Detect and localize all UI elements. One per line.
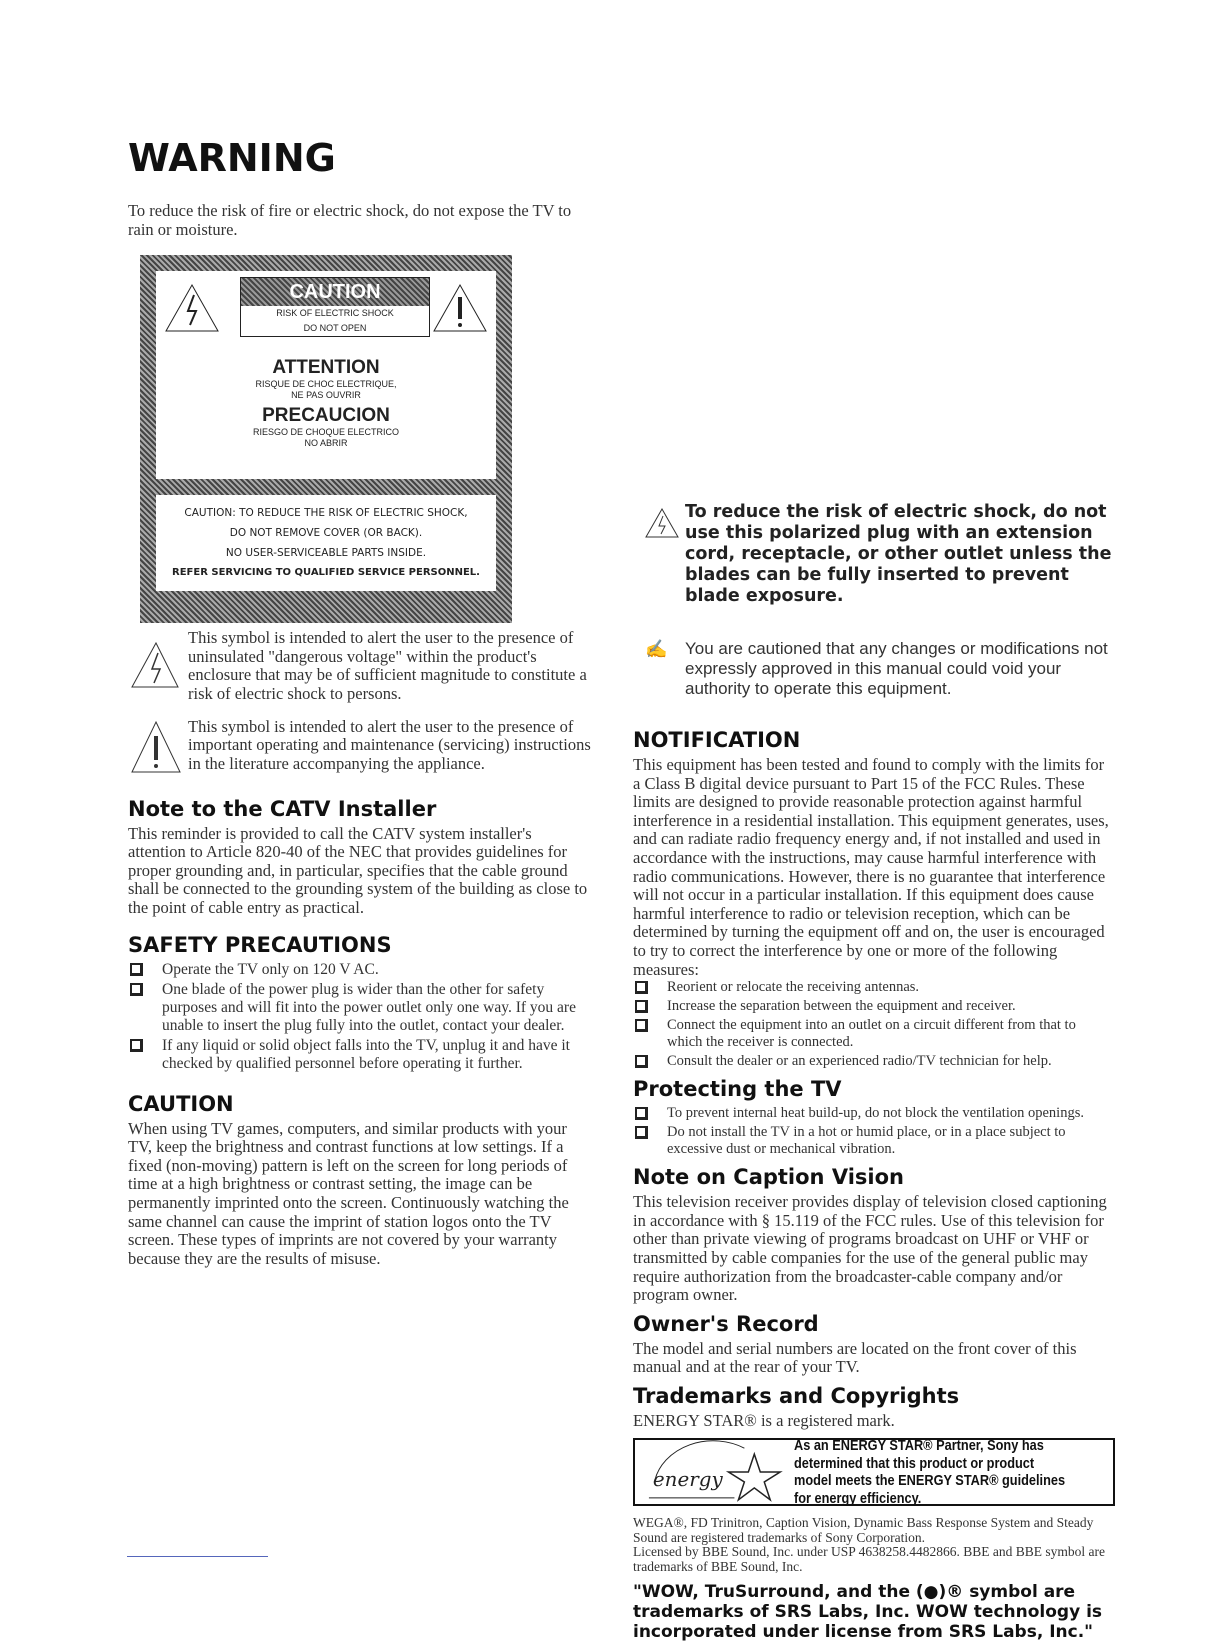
symbol1-description: This symbol is intended to alert the user to the presence of uninsulated "dangerous voltage" within the product's enclosure that may be of sufficient magnitude to constitute a risk of electric shock to persons. — [188, 628, 587, 703]
list-item-text: One blade of the power plug is wider than the other for safety purposes and will fit into the power outlet only one way. If you are unable to insert the plug fully into the outlet, contact your dealer. — [162, 980, 576, 1034]
list-item — [633, 1124, 1113, 1158]
right-column — [633, 502, 1113, 1642]
caution-line-2: DO NOT REMOVE COVER (OR BACK). — [229, 527, 423, 540]
catv-text: This reminder is provided to call the CATV system installer's attention to Article 820-40 of the NEC that provides guidelines for proper grounding and, in particular, specifies that the cable ground shall be connected to the grounding system of the building as close to the point of cable entry as practical. — [128, 823, 588, 917]
caution-label-graphic — [140, 255, 512, 623]
list-item-text: Do not install the TV in a hot or humid place, or in a place subject to excessive dust or mechanical vibration. — [667, 1124, 1066, 1158]
srs-trademarks: "WOW, TruSurround, and the (●)® symbol are trademarks of SRS Labs, Inc. WOW technology is incorporated under license from SRS Labs, Inc." — [633, 1582, 1103, 1642]
spanish-line-2: NO ABRIR — [304, 438, 348, 449]
checkbox-bullet-icon — [635, 1019, 648, 1032]
owners-record-text: The model and serial numbers are located on the front cover of this manual and at the rear of your TV. — [633, 1338, 1077, 1377]
energy-star-logo — [635, 1440, 794, 1504]
bbe-trademarks: Licensed by BBE Sound, Inc. under USP 4638258.4482866. BBE and BBE symbol are trademarks of BBE Sound, Inc. — [633, 1544, 1105, 1574]
checkbox-bullet-icon — [635, 1000, 648, 1013]
plug-warning — [645, 502, 1113, 607]
checkbox-bullet-icon — [130, 963, 143, 976]
pencil-note-icon: ✍ — [645, 639, 668, 659]
electric-shock-symbol-icon — [128, 629, 188, 693]
list-item-text: To prevent internal heat build-up, do not block the ventilation openings. — [667, 1105, 1084, 1122]
energy-line-2: determined that this product or product — [794, 1454, 1035, 1472]
svg-text:energy: energy — [652, 1468, 723, 1492]
risk-text: RISK OF ELECTRIC SHOCK — [276, 308, 394, 319]
page-title: WARNING — [128, 136, 336, 180]
owners-record-heading: Owner's Record — [633, 1311, 819, 1336]
notification-heading: NOTIFICATION — [633, 728, 801, 752]
list-item-text: Increase the separation between the equipment and receiver. — [667, 998, 1016, 1015]
modifications-text: You are cautioned that any changes or modifications not expressly approved in this manual could void your authority to operate this equipment. — [685, 639, 1108, 698]
french-line-2: NE PAS OUVRIR — [291, 390, 361, 401]
checkbox-bullet-icon — [130, 1039, 143, 1052]
list-item-text: Operate the TV only on 120 V AC. — [162, 960, 379, 978]
safety-list — [128, 961, 593, 1073]
list-item-text: If any liquid or solid object falls into the TV, unplug it and have it checked by qualified personnel before operating it further. — [162, 1036, 570, 1072]
safety-heading: SAFETY PRECAUTIONS — [128, 932, 392, 957]
catv-heading: Note to the CATV Installer — [128, 796, 437, 821]
list-item-text: Connect the equipment into an outlet on a circuit different from that to which the receiver is connected. — [667, 1017, 1076, 1051]
sony-trademarks: WEGA®, FD Trinitron, Caption Vision, Dynamic Bass Response System and Steady Sound are registered trademarks of Sony Corporation. — [633, 1515, 1094, 1545]
electric-shock-warning-icon — [164, 283, 220, 333]
caption-vision-text: This television receiver provides display of television closed captioning in accordance with § 15.119 of the FCC rules. Use of this television for other than private viewing of programs broadcast on UHF or VHF or transmitted by cable companies for the use of the general public may require authorization from the broadcaster-cable company and/or program owner. — [633, 1192, 1107, 1305]
energy-star-note: ENERGY STAR® is a registered mark. — [633, 1410, 895, 1430]
caution-line-1: CAUTION: TO REDUCE THE RISK OF ELECTRIC SHOCK, — [184, 507, 468, 520]
checkbox-bullet-icon — [635, 1126, 648, 1139]
list-item — [633, 1053, 1113, 1070]
precaucion-heading: PRECAUCION — [262, 405, 390, 427]
energy-line-1: As an ENERGY STAR® Partner, Sony has — [794, 1437, 1044, 1455]
modifications-note — [645, 639, 1113, 699]
intro-text: To reduce the risk of fire or electric shock, do not expose the TV to rain or moisture. — [128, 201, 572, 239]
left-column — [128, 136, 593, 1268]
list-item — [128, 981, 593, 1035]
caution-heading: CAUTION — [128, 1091, 234, 1116]
trademarks-heading: Trademarks and Copyrights — [633, 1383, 960, 1408]
electric-shock-icon — [645, 508, 679, 538]
caption-vision-heading: Note on Caption Vision — [633, 1165, 904, 1190]
protecting-heading: Protecting the TV — [633, 1077, 842, 1102]
list-item — [633, 1017, 1113, 1051]
checkbox-bullet-icon — [635, 1107, 648, 1120]
notification-list — [633, 979, 1113, 1070]
symbol2-description: This symbol is intended to alert the user to the presence of important operating and maintenance (servicing) instructions in the literature accompanying the appliance. — [188, 716, 591, 773]
caution-header: CAUTION — [241, 278, 429, 306]
spanish-line-1: RIESGO DE CHOQUE ELECTRICO — [252, 427, 400, 438]
french-line-1: RISQUE DE CHOC ELECTRIQUE, — [255, 379, 397, 390]
list-item-text: Consult the dealer or an experienced radio/TV technician for help. — [667, 1053, 1052, 1070]
exclamation-symbol-icon — [128, 718, 188, 782]
checkbox-bullet-icon — [635, 981, 648, 994]
energy-line-4: for energy efficiency. — [794, 1489, 922, 1507]
checkbox-bullet-icon — [635, 1055, 648, 1068]
list-item — [633, 1105, 1113, 1122]
list-item — [128, 961, 593, 979]
list-item — [633, 979, 1113, 996]
protecting-list — [633, 1105, 1113, 1158]
plug-warning-text: To reduce the risk of electric shock, do not use this polarized plug with an extension cord, receptacle, or other outlet unless the blades can be fully inserted to prevent blade exposure. — [685, 502, 1112, 606]
caution-line-4: REFER SERVICING TO QUALIFIED SERVICE PERSONNEL. — [172, 567, 480, 579]
list-item — [128, 1037, 593, 1073]
do-not-open-text: DO NOT OPEN — [303, 323, 367, 334]
caution-text: When using TV games, computers, and similar products with your TV, keep the brightness and contrast functions at low settings. If a fixed (non-moving) pattern is left on the screen for long periods of time at a high brightness or contrast setting, the image can be permanently imprinted onto the screen. Continuously watching the same channel can cause the imprint of station logos onto the TV screen. These types of imprints are not covered by your warranty because they are the results of misuse. — [128, 1118, 569, 1268]
energy-line-3: model meets the ENERGY STAR® guidelines — [794, 1472, 1066, 1490]
attention-heading: ATTENTION — [272, 357, 380, 379]
footer-divider — [127, 1556, 268, 1557]
list-item — [633, 998, 1113, 1015]
energy-star-box — [633, 1438, 1115, 1506]
exclamation-warning-icon — [432, 283, 488, 333]
notification-text: This equipment has been tested and found to comply with the limits for a Class B digital device pursuant to Part 15 of the FCC Rules. These limits are designed to provide reasonable protection against harmful interference in a residential installation. This equipment generates, uses, and can radiate radio frequency energy and, if not installed and used in accordance with the instructions, may cause harmful interference with radio communications. However, there is no guarantee that interference will not occur in a particular installation. If this equipment does cause harmful interference to radio or television reception, which can be determined by turning the equipment off and on, the user is encouraged to try to correct the interference by one or more of the following measures: — [633, 755, 1109, 979]
caution-line-3: NO USER-SERVICEABLE PARTS INSIDE. — [225, 547, 427, 560]
checkbox-bullet-icon — [130, 983, 143, 996]
list-item-text: Reorient or relocate the receiving antennas. — [667, 979, 920, 996]
